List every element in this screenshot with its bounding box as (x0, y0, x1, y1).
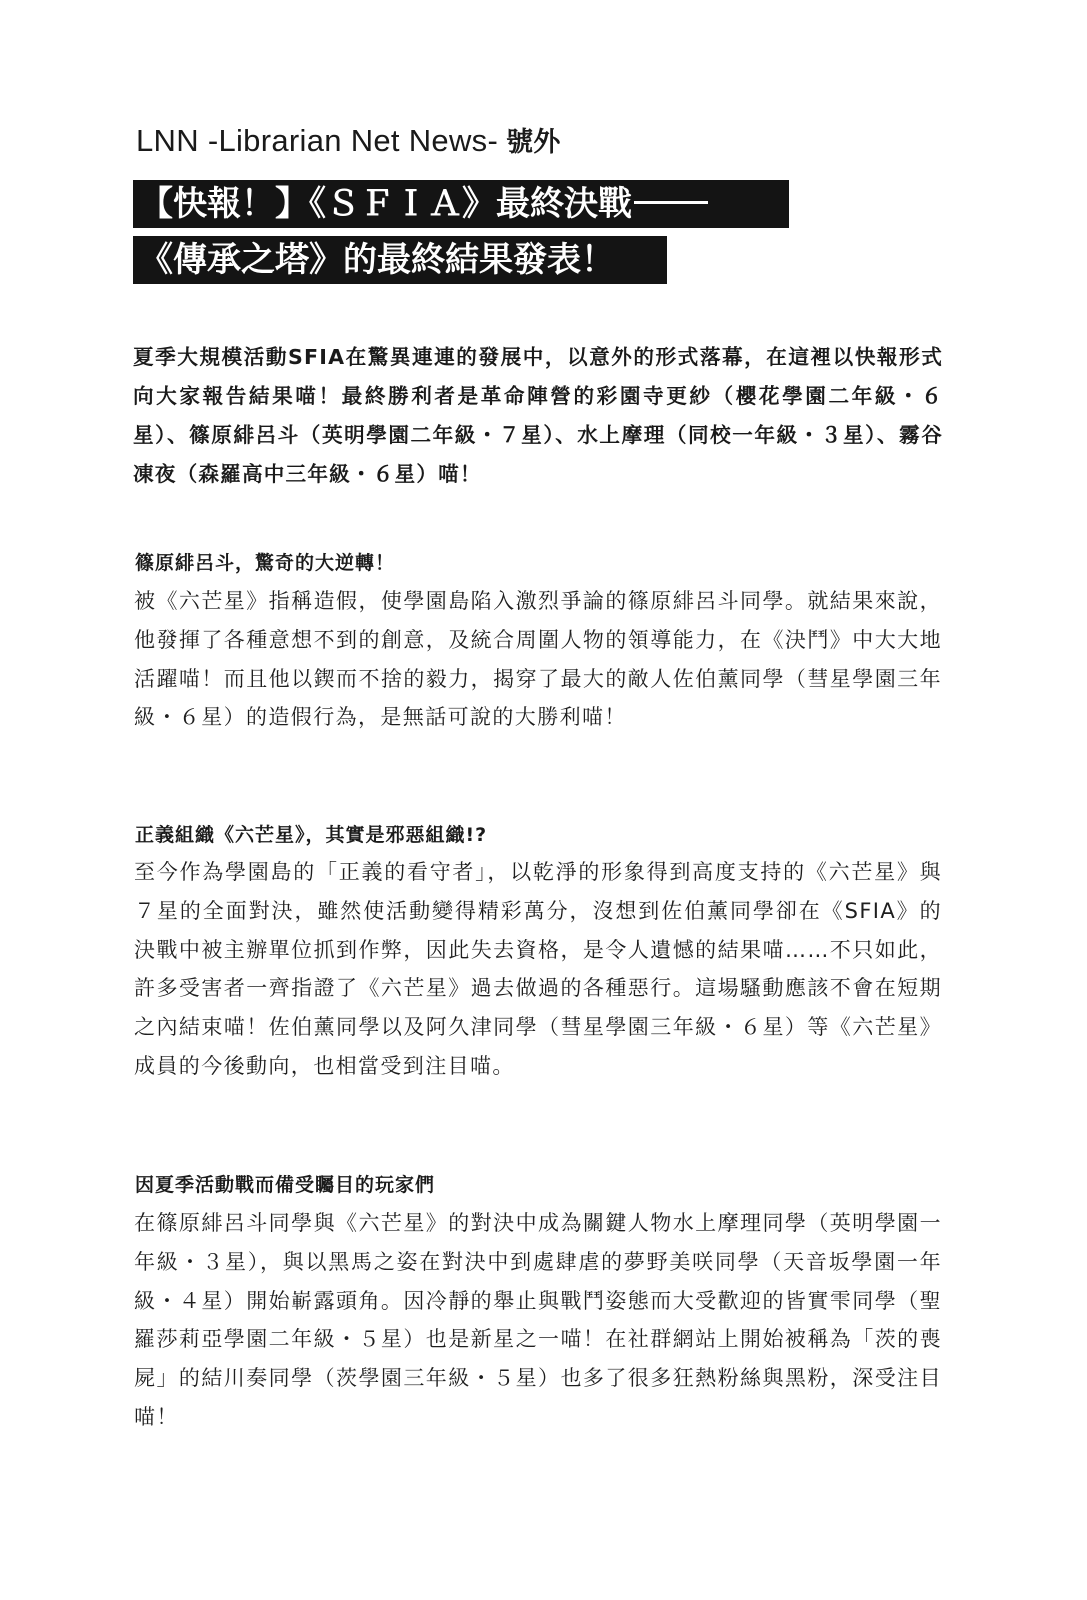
lead-paragraph: 夏季大規模活動SFIA在驚異連連的發展中，以意外的形式落幕，在這裡以快報形式向大家報告結果喵！最終勝利者是革命陣營的彩園寺更紗（櫻花學園二年級・６星）、篠原緋呂斗（英明學園二年級・７星）、水上摩理（同校一年級・３星）、霧谷凍夜（森羅高中三年級・６星）喵！ (133, 345, 943, 486)
masthead-suffix: 號外 (506, 127, 561, 158)
section-body: 至今作為學園島的「正義的看守者」，以乾淨的形象得到高度支持的《六芒星》與７星的全面對決，雖然使活動變得精彩萬分，沒想到佐伯薰同學卻在《SFIA》的決戰中被主辦單位抓到作弊，因此失去資格，是令人遺憾的結果喵……不只如此，許多受害者一齊指證了《六芒星》過去做過的各種惡行。這場騷動應該不會在短期之內結束喵！佐伯薰同學以及阿久津同學（彗星學園三年級・６星）等《六芒星》成員的今後動向，也相當受到注目喵。 (134, 860, 942, 1078)
headline-line-1-text: 【快報！】《ＳＦＩＡ》最終決戰 (139, 184, 632, 224)
headline-line-2-text: 《傳承之塔》的最終結果發表！ (139, 240, 615, 280)
masthead (136, 120, 561, 159)
section-heading: 篠原緋呂斗，驚奇的大逆轉！ (135, 552, 396, 574)
section-body: 被《六芒星》指稱造假，使學園島陷入激烈爭論的篠原緋呂斗同學。就結果來說，他發揮了各種意想不到的創意，及統合周圍人物的領導能力，在《決鬥》中大大地活躍喵！而且他以鍥而不捨的毅力，揭穿了最大的敵人佐伯薰同學（彗星學園三年級・６星）的造假行為，是無話可說的大勝利喵！ (134, 589, 942, 730)
section-heading: 正義組織《六芒星》，其實是邪惡組織!? (135, 824, 488, 846)
headline-line-1 (133, 180, 789, 228)
section-heading: 因夏季活動戰而備受矚目的玩家們 (135, 1174, 436, 1196)
masthead-title: LNN -Librarian Net News- (136, 123, 499, 158)
headline-line-2 (133, 236, 667, 284)
headline-dash (634, 201, 708, 204)
section-body: 在篠原緋呂斗同學與《六芒星》的對決中成為關鍵人物水上摩理同學（英明學園一年級・３星），與以黑馬之姿在對決中到處肆虐的夢野美咲同學（天音坂學園一年級・４星）開始嶄露頭角。因冷靜的舉止與戰鬥姿態而大受歡迎的皆實雫同學（聖羅莎莉亞學園二年級・５星）也是新星之一喵！在社群網站上開始被稱為「茨的喪屍」的結川奏同學（茨學園三年級・５星）也多了很多狂熱粉絲與黑粉，深受注目喵！ (134, 1211, 942, 1429)
